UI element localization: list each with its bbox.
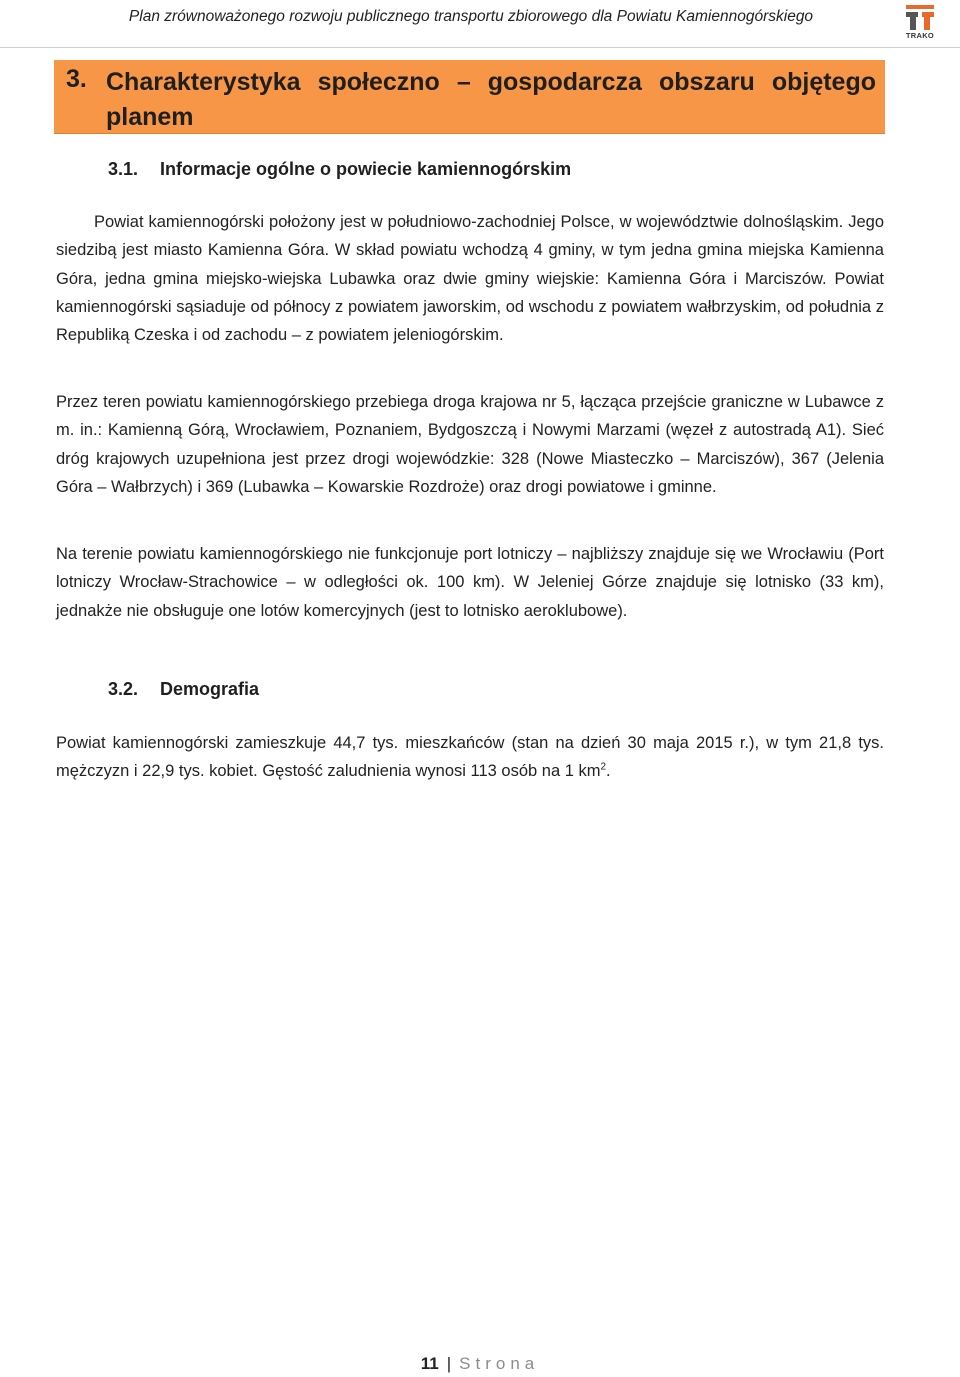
- page-word: Strona: [459, 1354, 540, 1373]
- paragraph-demography: [56, 729, 884, 786]
- trailing-punctuation: .: [606, 762, 611, 781]
- section-number: 3.1.: [108, 159, 139, 179]
- paragraph: Przez teren powiatu kamiennogórskiego przebiega droga krajowa nr 5, łącząca przejście graniczne w Lubawce z m. in.: Kamienną Górą, Wrocławiem, Poznaniem, Bydgoszczą i Nowymi Marzami (węzeł z autostradą A1). Sieć dróg krajowych uzupełniona jest przez drogi wojewódzkie: 328 (Nowe Miasteczko – Marciszów), 367 (Jelenia Góra – Wałbrzych) i 369 (Lubawka – Kowarskie Rozdroże) oraz drogi powiatowe i gminne.: [56, 393, 884, 496]
- trako-logo-icon: [903, 4, 937, 32]
- page-number: 11: [420, 1354, 439, 1373]
- chapter-heading: [54, 60, 885, 134]
- paragraph: Powiat kamiennogórski położony jest w południowo-zachodniej Polsce, w województwie dolnośląskim. Jego siedzibą jest miasto Kamienna Góra. W skład powiatu wchodzą 4 gminy, w tym jedna gmina miejska Kamienna Góra, jedna gmina miejsko-wiejska Lubawka oraz dwie gminy wiejskie: Kamienna Góra i Marciszów. Powiat kamiennogórski sąsiaduje od północy z powiatem jaworskim, od wschodu z powiatem wałbrzyskim, od południa z Republiką Czeska i od zachodu – z powiatem jeleniogórskim.: [56, 213, 884, 345]
- header-divider: [0, 47, 960, 48]
- demography-text: Powiat kamiennogórski zamieszkuje 44,7 tys. mieszkańców (stan na dzień 30 maja 2015 r.), w tym 21,8 tys. mężczyzn i 22,9 tys. kobiet. Gęstość zaludnienia wynosi 113 osób na 1 km: [56, 734, 884, 781]
- section-title: Informacje ogólne o powiecie kamiennogórskim: [160, 159, 572, 179]
- section-title: Demografia: [160, 679, 260, 699]
- trako-logo: [903, 4, 937, 40]
- superscript: 2: [600, 761, 607, 773]
- paragraph: Na terenie powiatu kamiennogórskiego nie funkcjonuje port lotniczy – najbliższy znajduje się we Wrocławiu (Port lotniczy Wrocław-Strachowice – w odległości ok. 100 km). W Jeleniej Górze znajduje się lotnisko (33 km), jednakże nie obsługuje one lotów komercyjnych (jest to lotnisko aeroklubowe).: [56, 545, 884, 620]
- document-title: Plan zrównoważonego rozwoju publicznego transportu zbiorowego dla Powiatu Kamiennogórskiego: [128, 8, 814, 25]
- logo-text: TRAKO: [905, 31, 935, 40]
- chapter-title: Charakterystyka społeczno – gospodarcza obszaru objętego planem: [106, 68, 876, 131]
- section-number: 3.2.: [108, 679, 139, 699]
- chapter-number: 3.: [66, 65, 87, 93]
- page-footer: [0, 1354, 960, 1374]
- footer-separator: |: [446, 1354, 452, 1373]
